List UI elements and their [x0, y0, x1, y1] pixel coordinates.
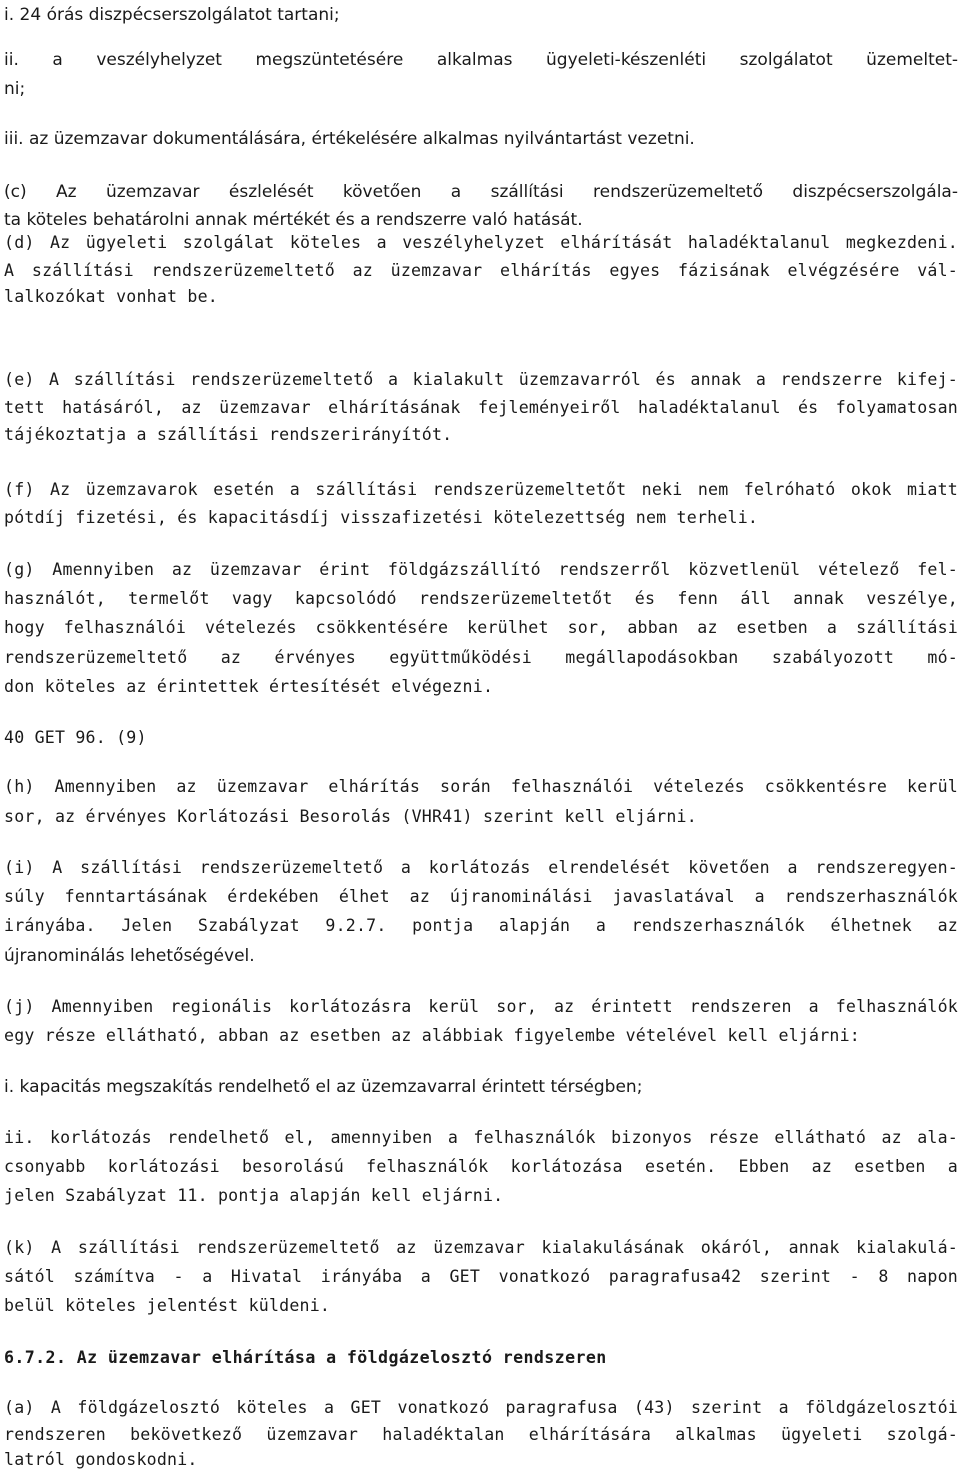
paragraph-k-line-2: sától számítva - a Hivatal irányába a GET vonatkozó paragrafusa42 szerint - 8 napon [4, 1267, 958, 1286]
paragraph-g-line-5: don köteles az érintettek értesítését elvégezni. [4, 677, 494, 696]
paragraph-g-line-3: hogy felhasználói vételezés csökkentésére kerülhet sor, abban az esetben a szállítási [4, 618, 958, 637]
paragraph-f-line-2: pótdíj fizetési, és kapacitásdíj visszafizetési kötelezettség nem terheli. [4, 508, 759, 527]
paragraph-e-line-1: (e) A szállítási rendszerüzemeltető a kialakult üzemzavarról és annak a rendszerre kifej- [4, 370, 958, 389]
paragraph-d-line-2: A szállítási rendszerüzemeltető az üzemzavar elhárítás egyes fázisának elvégzésére vál- [4, 261, 958, 280]
paragraph-d-line-3: lalkozókat vonhat be. [4, 287, 218, 306]
list-item-j-i: i. kapacitás megszakítás rendelhető el az üzemzavarral érintett térségben; [4, 1077, 643, 1097]
list-item-i-dispatch: i. 24 órás diszpécserszolgálatot tartani; [4, 5, 340, 25]
list-item-iii: iii. az üzemzavar dokumentálására, értékelésére alkalmas nyilvántartást vezetni. [4, 129, 695, 149]
paragraph-e-line-3: tájékoztatja a szállítási rendszerirányítót. [4, 425, 453, 444]
list-item-j-ii-line-1: ii. korlátozás rendelhető el, amennyiben a felhasználók bizonyos része ellátható az ala- [4, 1128, 958, 1147]
paragraph-h-line-1: (h) Amennyiben az üzemzavar elhárítás során felhasználói vételezés csökkentésre kerül [4, 777, 958, 796]
paragraph-g-line-2: használót, termelőt vagy kapcsolódó rendszerüzemeltetőt és fenn áll annak veszélye, [4, 589, 958, 608]
paragraph-h-line-2: sor, az érvényes Korlátozási Besorolás (VHR41) szerint kell eljárni. [4, 807, 697, 826]
footnote-reference: 40 GET 96. (9) [4, 728, 147, 747]
list-item-ii-line-1: ii. a veszélyhelyzet megszüntetésére alkalmas ügyeleti-készenléti szolgálatot üzemeltet- [4, 50, 958, 70]
list-item-j-ii-line-3: jelen Szabályzat 11. pontja alapján kell eljárni. [4, 1186, 504, 1205]
paragraph-c-line-2: ta köteles behatárolni annak mértékét és a rendszerre való hatását. [4, 210, 583, 230]
paragraph-k-line-3: belül köteles jelentést küldeni. [4, 1296, 331, 1315]
section-heading-6-7-2: 6.7.2. Az üzemzavar elhárítása a földgázelosztó rendszeren [4, 1348, 607, 1367]
paragraph-j-line-1: (j) Amennyiben regionális korlátozásra kerül sor, az érintett rendszeren a felhasználók [4, 997, 958, 1016]
paragraph-i-line-3: irányába. Jelen Szabályzat 9.2.7. pontja alapján a rendszerhasználók élhetnek az [4, 916, 958, 935]
paragraph-a-line-3: latról gondoskodni. [4, 1450, 198, 1469]
paragraph-k-line-1: (k) A szállítási rendszerüzemeltető az üzemzavar kialakulásának okáról, annak kialakulá- [4, 1238, 958, 1257]
paragraph-i-line-2: súly fenntartásának érdekében élhet az újranominálási javaslatával a rendszerhasználók [4, 887, 958, 906]
paragraph-i-line-4: újranominálás lehetőségével. [4, 946, 255, 966]
list-item-ii-line-2: ni; [4, 79, 26, 99]
paragraph-j-line-2: egy része ellátható, abban az esetben az alábbiak figyelembe vételével kell eljárni: [4, 1026, 860, 1045]
paragraph-e-line-2: tett hatásáról, az üzemzavar elhárításának fejleményeiről haladéktalanul és folyamatosan [4, 398, 958, 417]
paragraph-c-line-1: (c) Az üzemzavar észlelését követően a szállítási rendszerüzemeltető diszpécserszolgála- [4, 182, 958, 202]
paragraph-d-line-1: (d) Az ügyeleti szolgálat köteles a veszélyhelyzet elhárítását haladéktalanul megkezdeni. [4, 233, 958, 252]
paragraph-f-line-1: (f) Az üzemzavarok esetén a szállítási rendszerüzemeltetőt neki nem felróható okok miatt [4, 480, 958, 499]
paragraph-g-line-4: rendszerüzemeltető az érvényes együttműködési megállapodásokban szabályozott mó- [4, 648, 958, 667]
paragraph-g-line-1: (g) Amennyiben az üzemzavar érint földgázszállító rendszerről közvetlenül vételező fel- [4, 560, 958, 579]
paragraph-a-line-1: (a) A földgázelosztó köteles a GET vonatkozó paragrafusa (43) szerint a földgázelosztói [4, 1398, 958, 1417]
paragraph-a-line-2: rendszeren bekövetkező üzemzavar haladéktalan elhárítására alkalmas ügyeleti szolgá- [4, 1425, 958, 1444]
paragraph-i-line-1: (i) A szállítási rendszerüzemeltető a korlátozás elrendelését követően a rendszeregyen- [4, 858, 958, 877]
list-item-j-ii-line-2: csonyabb korlátozási besorolású felhasználók korlátozása esetén. Ebben az esetben a [4, 1157, 958, 1176]
